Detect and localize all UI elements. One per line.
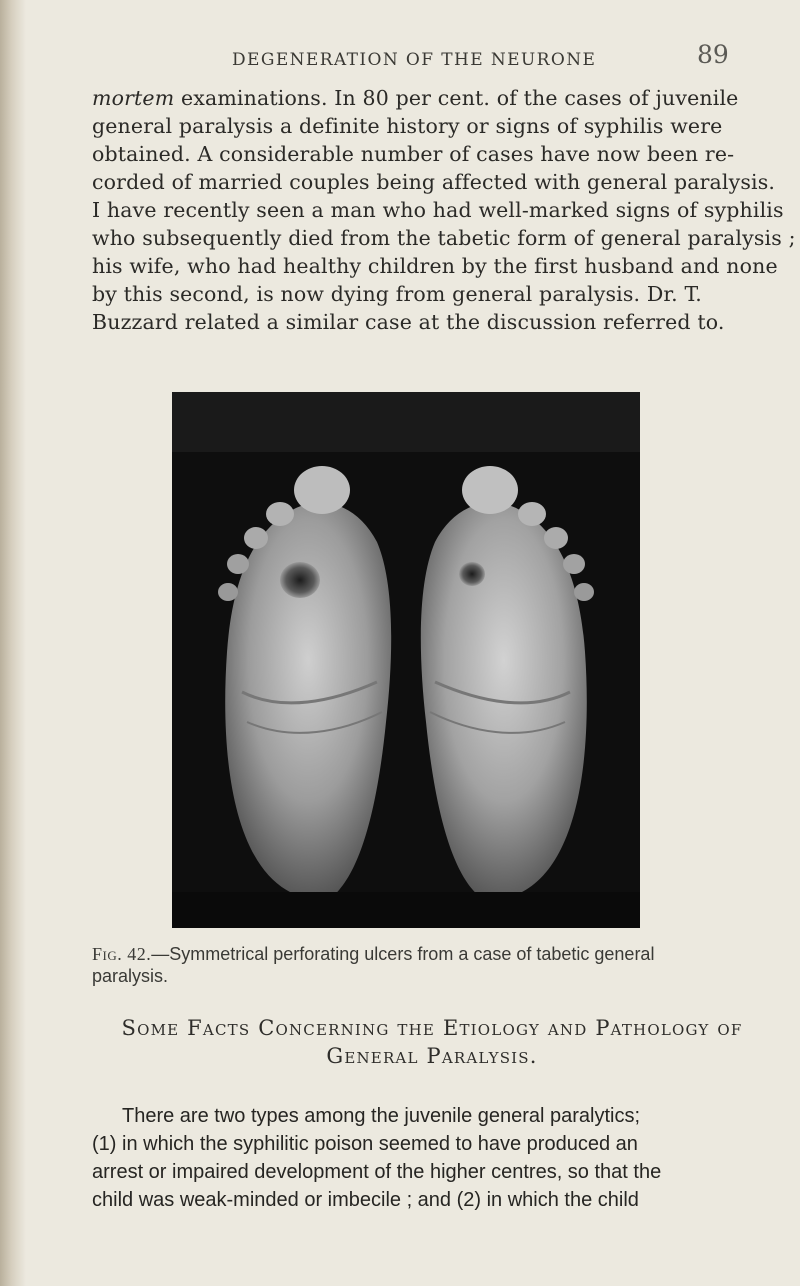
right-ulcer: [459, 562, 485, 586]
paragraph-1-line-5: I have recently seen a man who had well-marked signs of syphilis: [92, 198, 784, 222]
paragraph-1: [92, 84, 796, 336]
figure-photograph: [172, 392, 640, 928]
paragraph-1-line-7: his wife, who had healthy children by the first husband and none: [92, 254, 778, 278]
page-spine-shadow: [0, 0, 26, 1286]
figure-caption: [92, 943, 772, 987]
figure-caption-line-2: paralysis.: [92, 966, 169, 986]
figure-label: Fig. 42.: [92, 944, 152, 964]
paragraph-1-line-3: obtained. A considerable number of cases have now been re-: [92, 142, 735, 166]
soles-photograph-illustration: [172, 392, 640, 928]
paragraph-2-line-2: (1) in which the syphilitic poison seemed to have produced an: [92, 1133, 638, 1155]
paragraph-1-line-8: by this second, is now dying from general paralysis. Dr. T.: [92, 282, 702, 306]
running-head: DEGENERATION OF THE NEURONE: [232, 50, 597, 70]
left-ulcer: [280, 562, 320, 598]
paragraph-2-line-3: arrest or impaired development of the higher centres, so that the: [92, 1161, 662, 1183]
paragraph-1-line-1-text: examinations. In 80 per cent. of the cases of juvenile: [174, 86, 739, 110]
paragraph-1-line-2: general paralysis a definite history or signs of syphilis were: [92, 114, 723, 138]
page-number: 89: [697, 40, 729, 69]
paragraph-1-line-4: corded of married couples being affected with general paralysis.: [92, 170, 776, 194]
section-heading-line-2: General Paralysis.: [326, 1044, 538, 1068]
paragraph-2-line-4: child was weak-minded or imbecile ; and (2) in which the child: [92, 1189, 639, 1211]
section-heading-line-1: Some Facts Concerning the Etiology and Pathology of: [121, 1016, 743, 1040]
paragraph-2-line-1: There are two types among the juvenile general paralytics;: [122, 1105, 641, 1127]
lead-word: mortem: [92, 86, 175, 110]
paragraph-1-line-6: who subsequently died from the tabetic form of general paralysis ;: [92, 226, 796, 250]
paragraph-2: [92, 1102, 782, 1214]
paragraph-1-line-9: Buzzard related a similar case at the discussion referred to.: [92, 310, 725, 334]
figure-caption-line-1: —Symmetrical perforating ulcers from a case of tabetic general: [151, 944, 655, 964]
photo-bottom-band: [172, 892, 640, 928]
paragraph-1-line-1: [92, 84, 772, 112]
photo-top-band: [172, 392, 640, 452]
section-heading: [92, 1014, 772, 1070]
